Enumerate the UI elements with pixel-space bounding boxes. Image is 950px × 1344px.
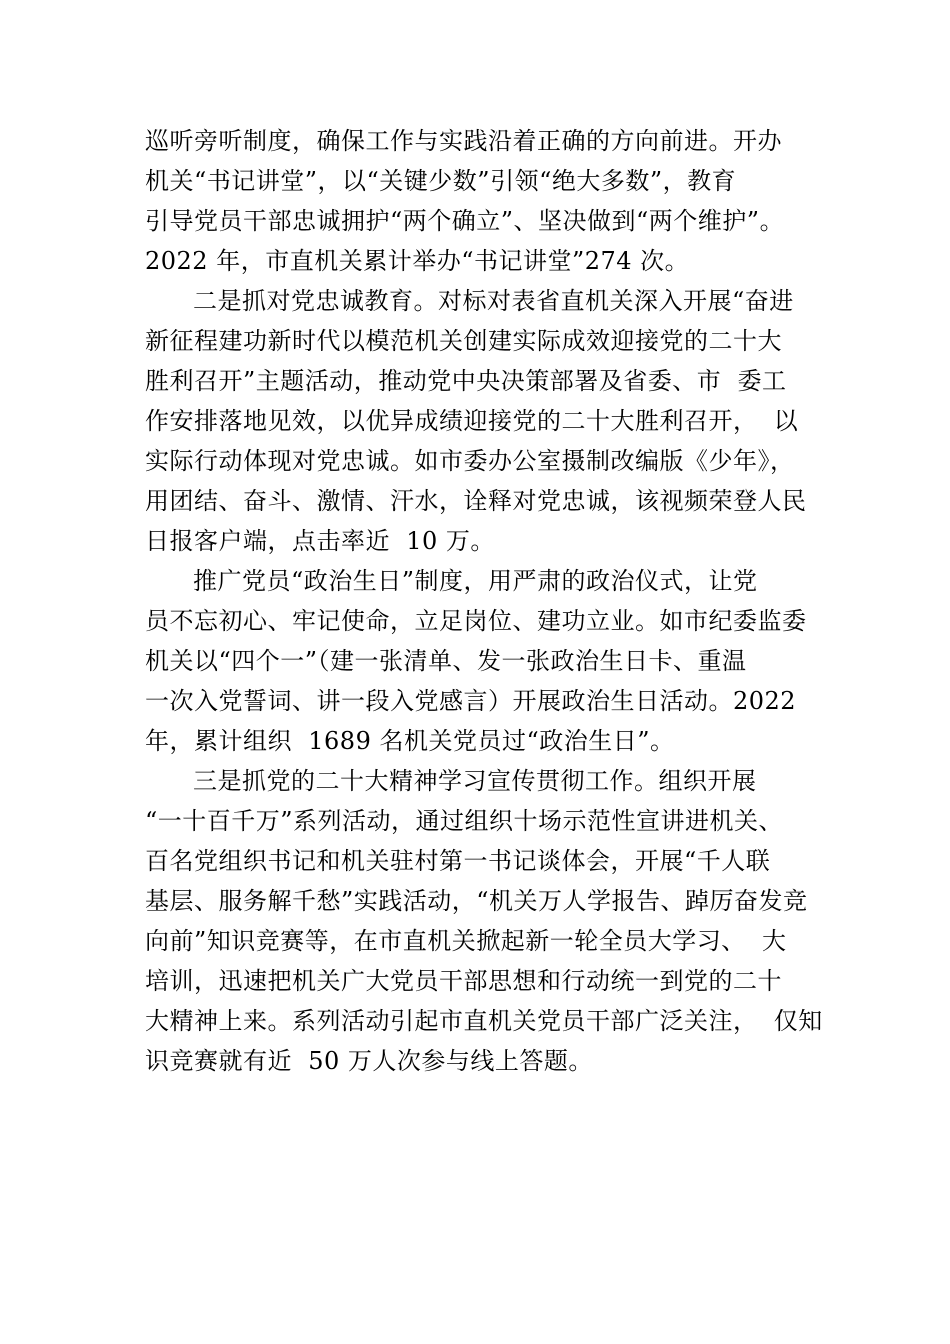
text-line: 用团结、奋斗、激情、汗水，诠释对党忠诚，该视频荣登人民 (145, 487, 807, 515)
text-line: 巡听旁听制度，确保工作与实践沿着正确的方向前进。开办 (145, 127, 782, 155)
text-line: 一次入党誓词、讲一段入党感言）开展政治生日活动。2022 (145, 687, 797, 715)
text-line: 大精神上来。系列活动引起市直机关党员干部广泛关注， 仅知 (145, 1007, 823, 1035)
text-line: 识竞赛就有近 50 万人次参与线上答题。 (145, 1047, 593, 1075)
text-line: 胜利召开”主题活动，推动党中央决策部署及省委、市 委工 (145, 367, 787, 395)
text-line: 机关以“四个一”（建一张清单、发一张政治生日卡、重温 (145, 647, 747, 675)
text-line: 作安排落地见效，以优异成绩迎接党的二十大胜利召开， 以 (145, 407, 799, 435)
document-body (145, 121, 835, 1081)
text-line: “一十百千万”系列活动，通过组织十场示范性宣讲进机关、 (145, 807, 784, 835)
paragraph-start-line: 三是抓党的二十大精神学习宣传贯彻工作。组织开展 (193, 767, 757, 795)
text-line: 实际行动体现对党忠诚。如市委办公室摄制改编版《少年》， (145, 447, 795, 475)
paragraph-start-line: 推广党员“政治生日”制度，用严肃的政治仪式，让党 (193, 567, 758, 595)
paragraph-start-line: 二是抓对党忠诚教育。对标对表省直机关深入开展“奋进 (193, 287, 794, 315)
text-line: 引导党员干部忠诚拥护“两个确立”、坚决做到“两个维护”。 (145, 207, 785, 235)
text-line: 向前”知识竞赛等，在市直机关掀起新一轮全员大学习、 大 (145, 927, 787, 955)
text-line: 培训，迅速把机关广大党员干部思想和行动统一到党的二十 (145, 967, 782, 995)
text-line: 2022 年，市直机关累计举办“书记讲堂”274 次。 (145, 247, 690, 275)
text-line: 日报客户端，点击率近 10 万。 (145, 527, 495, 555)
text-line: 基层、服务解千愁”实践活动，“机关万人学报告、踔厉奋发竞 (145, 887, 808, 915)
text-line: 百名党组织书记和机关驻村第一书记谈体会，开展“千人联 (145, 847, 771, 875)
text-line: 机关“书记讲堂”，以“关键少数”引领“绝大多数”，教育 (145, 167, 737, 195)
text-line: 新征程建功新时代以模范机关创建实际成效迎接党的二十大 (145, 327, 782, 355)
text-line: 年，累计组织 1689 名机关党员过“政治生日”。 (145, 727, 675, 755)
text-line: 员不忘初心、牢记使命，立足岗位、建功立业。如市纪委监委 (145, 607, 807, 635)
